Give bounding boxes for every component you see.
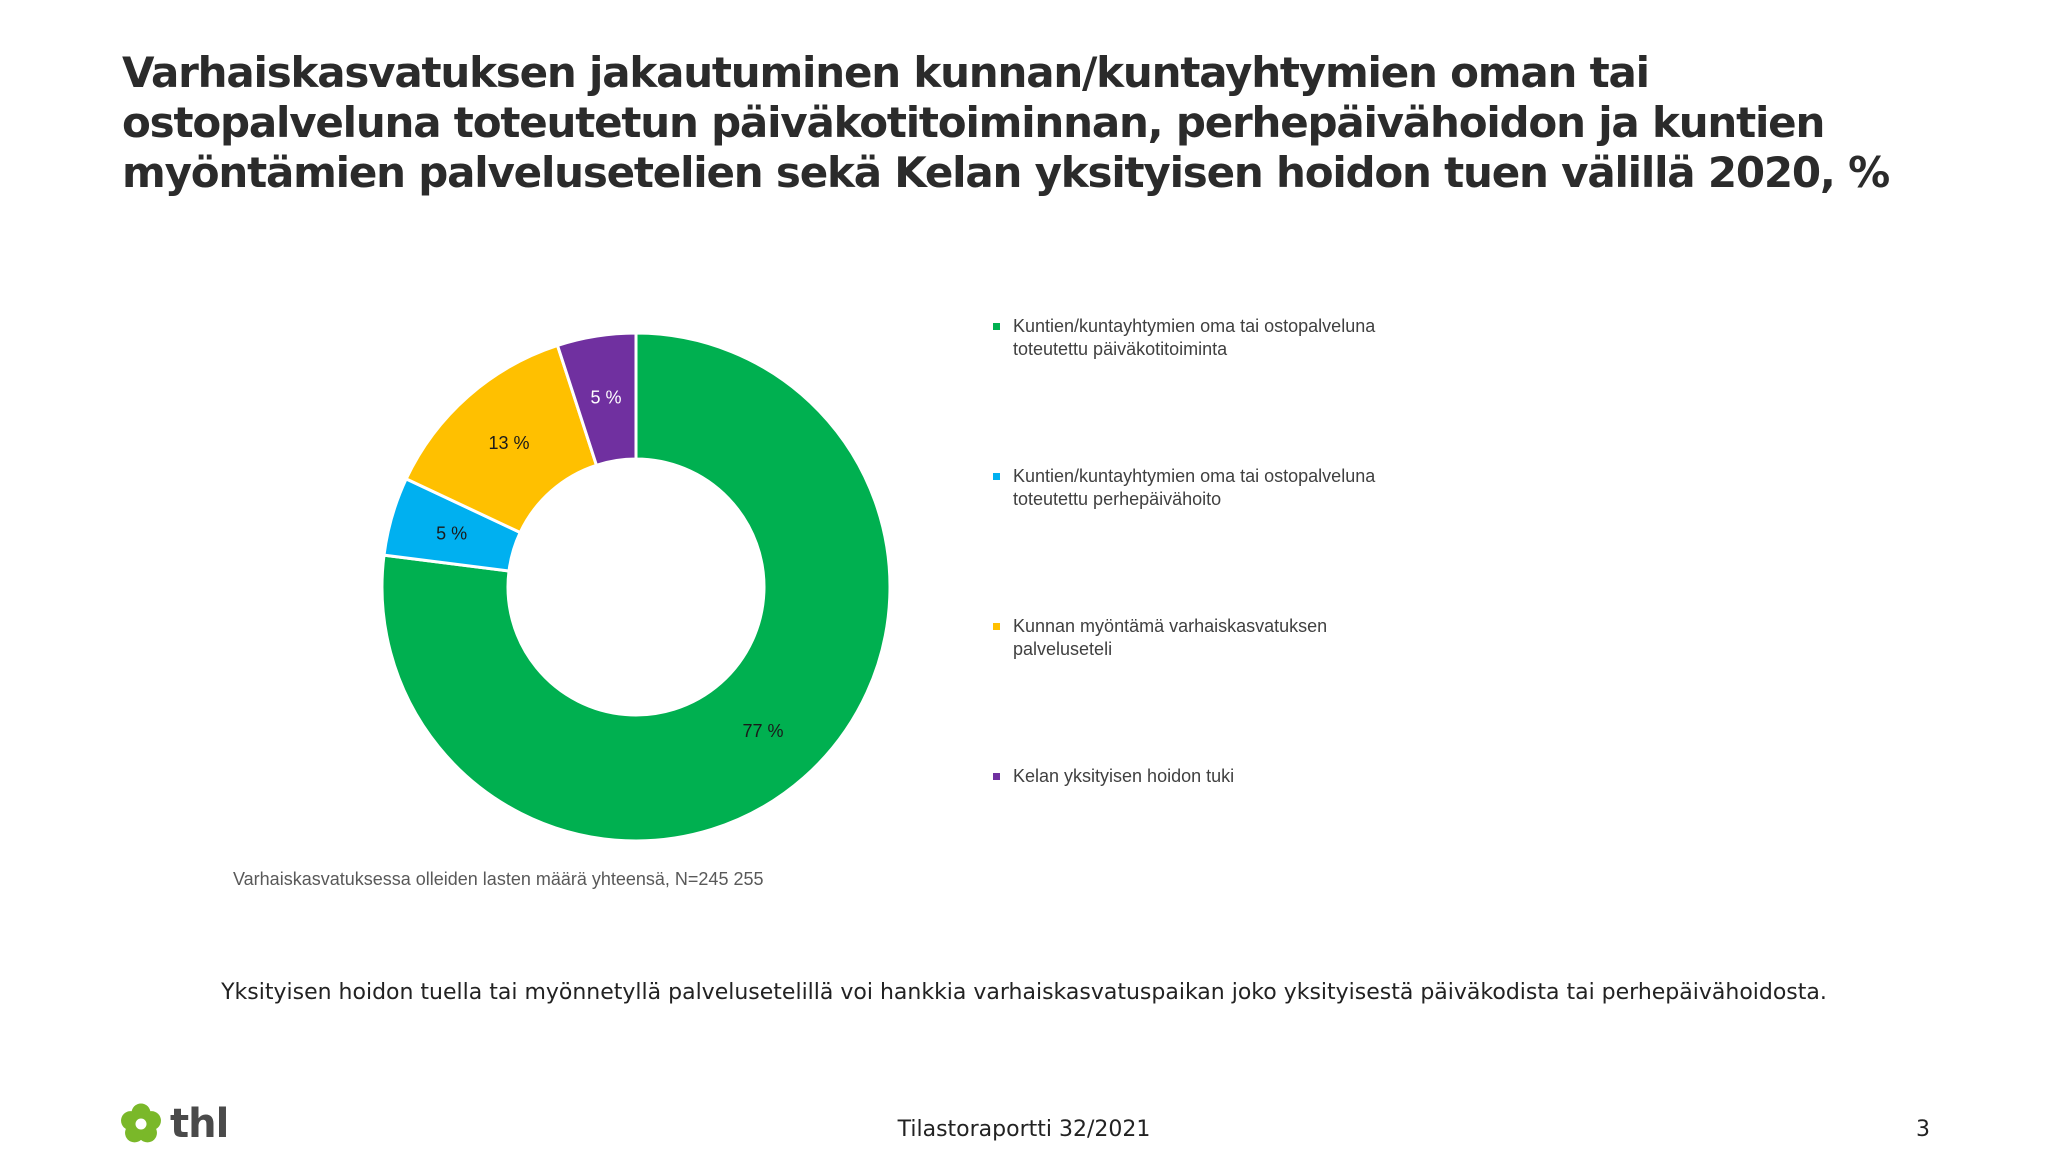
legend-label-0: Kuntien/kuntayhtymien oma tai ostopalveluna toteutettu päiväkotitoiminta: [1013, 316, 1376, 359]
report-name: Tilastoraportti 32/2021: [897, 1117, 1151, 1142]
page-title: Varhaiskasvatuksen jakautuminen kunnan/kuntayhtymien oman tai ostopalveluna toteutetun päiväkotitoiminnan, perhepäivähoidon ja kuntien myöntämien palvelusetelien sekä Kelan yksityisen hoidon tuen välillä 2020, %: [122, 48, 1889, 197]
legend-swatch-3: [993, 773, 1000, 780]
logo-text: thl: [170, 1101, 229, 1147]
page-number: 3: [1916, 1117, 1930, 1142]
chart-note: Varhaiskasvatuksessa olleiden lasten määrä yhteensä, N=245 255: [233, 869, 764, 889]
slice-label-1: 5 %: [436, 523, 468, 544]
legend-item-3: [990, 765, 1483, 788]
legend-swatch-0: [993, 323, 1000, 330]
footnote: Yksityisen hoidon tuella tai myönnetyllä palvelusetelillä voi hankkia varhaiskasvatuspaikan joko yksityisestä päiväkodista tai perhepäivähoidosta.: [221, 980, 1827, 1005]
legend-item-1: [990, 465, 1483, 511]
legend-item-0: [990, 315, 1483, 361]
slice-label-0: 77 %: [742, 721, 784, 742]
legend-label-3: Kelan yksityisen hoidon tuki: [1013, 766, 1235, 786]
legend-item-2: [990, 615, 1483, 661]
legend-label-2: Kunnan myöntämä varhaiskasvatuksen palveluseteli: [1013, 616, 1328, 659]
legend-label-1: Kuntien/kuntayhtymien oma tai ostopalveluna toteutettu perhepäivähoito: [1013, 466, 1376, 509]
slice-label-3: 5 %: [590, 387, 622, 408]
slice-label-2: 13 %: [488, 432, 530, 453]
legend-swatch-2: [993, 623, 1000, 630]
legend-swatch-1: [993, 473, 1000, 480]
